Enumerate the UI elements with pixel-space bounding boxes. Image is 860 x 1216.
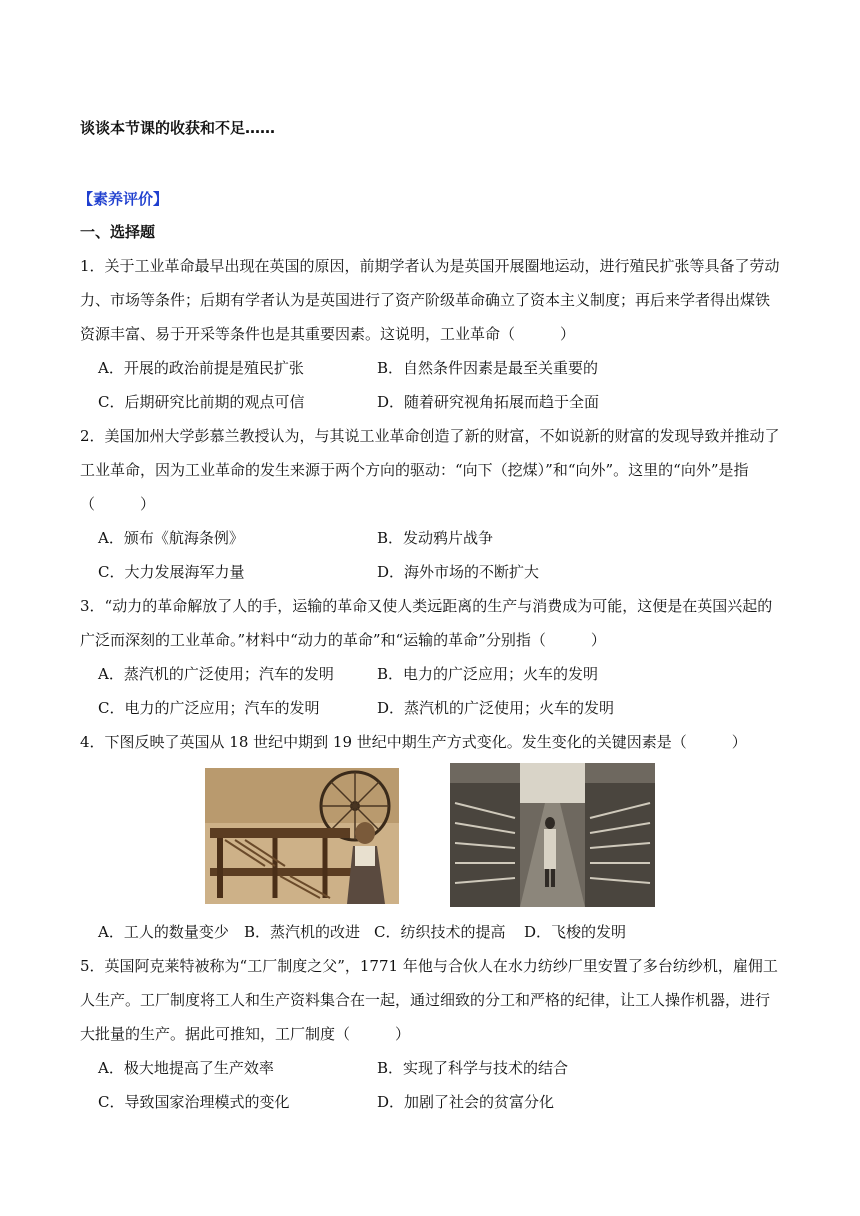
question-1-option-b[interactable]: B．自然条件因素是最至关重要的: [377, 359, 599, 377]
question-4-option-b[interactable]: B．蒸汽机的改进: [244, 923, 361, 941]
question-4-option-d[interactable]: D．飞梭的发明: [524, 923, 627, 941]
section-header: 【素养评价】: [78, 190, 169, 208]
question-1-line-2: 力、市场等条件；后期有学者认为是英国进行了资产阶级革命确立了资本主义制度；再后来学者得出煤铁: [80, 291, 771, 309]
question-4-option-a[interactable]: A．工人的数量变少: [98, 923, 229, 941]
question-5-option-b[interactable]: B．实现了科学与技术的结合: [377, 1059, 569, 1077]
question-2-line-1: 2．美国加州大学彭慕兰教授认为，与其说工业革命创造了新的财富，不如说新的财富的发现导致并推动了: [80, 427, 780, 445]
question-3-line-1: 3．“动力的革命解放了人的手，运输的革命又使人类远距离的生产与消费成为可能，这便是在英国兴起的: [80, 597, 773, 615]
spinning-wheel-illustration: [205, 768, 399, 904]
question-5-option-a[interactable]: A．极大地提高了生产效率: [98, 1059, 274, 1077]
question-2-option-a[interactable]: A．颁布《航海条例》: [98, 529, 244, 547]
question-5-line-1: 5．英国阿克莱特被称为“工厂制度之父”，1771 年他与合伙人在水力纺纱厂里安置了多台纺纱机，雇佣工: [80, 957, 778, 975]
question-2-option-c[interactable]: C．大力发展海军力量: [98, 563, 245, 581]
question-3-option-d[interactable]: D．蒸汽机的广泛使用；火车的发明: [377, 699, 615, 717]
question-5-line-3: 大批量的生产。据此可推知，工厂制度（ ）: [80, 1025, 411, 1043]
section-title: 一、选择题: [80, 223, 156, 241]
question-1-line-1: 1．关于工业革命最早出现在英国的原因，前期学者认为是英国开展圈地运动，进行殖民扩张等具备了劳动: [80, 257, 780, 275]
question-3-option-c[interactable]: C．电力的广泛应用；汽车的发明: [98, 699, 320, 717]
spinning-wheel-image: [205, 768, 399, 904]
question-3-option-b[interactable]: B．电力的广泛应用；火车的发明: [377, 665, 599, 683]
question-1-option-c[interactable]: C．后期研究比前期的观点可信: [98, 393, 305, 411]
question-4-line-1: 4．下图反映了英国从 18 世纪中期到 19 世纪中期生产方式变化。发生变化的关键因素是（ ）: [80, 733, 747, 751]
question-1-line-3: 资源丰富、易于开采等条件也是其重要因素。这说明，工业革命（ ）: [80, 325, 576, 343]
textile-factory-image: [450, 763, 655, 907]
reflection-prompt: 谈谈本节课的收获和不足……: [80, 119, 276, 137]
textile-factory-illustration: [450, 763, 655, 907]
question-2-line-2: 工业革命，因为工业革命的发生来源于两个方向的驱动：“向下（挖煤）”和“向外”。这里的“向外”是指: [80, 461, 749, 479]
question-5-option-d[interactable]: D．加剧了社会的贫富分化: [377, 1093, 555, 1111]
question-3-option-a[interactable]: A．蒸汽机的广泛使用；汽车的发明: [98, 665, 334, 683]
question-2-option-d[interactable]: D．海外市场的不断扩大: [377, 563, 540, 581]
question-5-line-2: 人生产。工厂制度将工人和生产资料集合在一起，通过细致的分工和严格的纪律，让工人操作机器，进行: [80, 991, 771, 1009]
question-1-option-a[interactable]: A．开展的政治前提是殖民扩张: [98, 359, 304, 377]
question-1-option-d[interactable]: D．随着研究视角拓展而趋于全面: [377, 393, 600, 411]
question-2-option-b[interactable]: B．发动鸦片战争: [377, 529, 494, 547]
question-3-line-2: 广泛而深刻的工业革命。”材料中“动力的革命”和“运输的革命”分别指（ ）: [80, 631, 606, 649]
question-5-option-c[interactable]: C．导致国家治理模式的变化: [98, 1093, 290, 1111]
question-4-option-c[interactable]: C．纺织技术的提高: [374, 923, 506, 941]
question-2-line-3: （ ）: [80, 495, 156, 513]
